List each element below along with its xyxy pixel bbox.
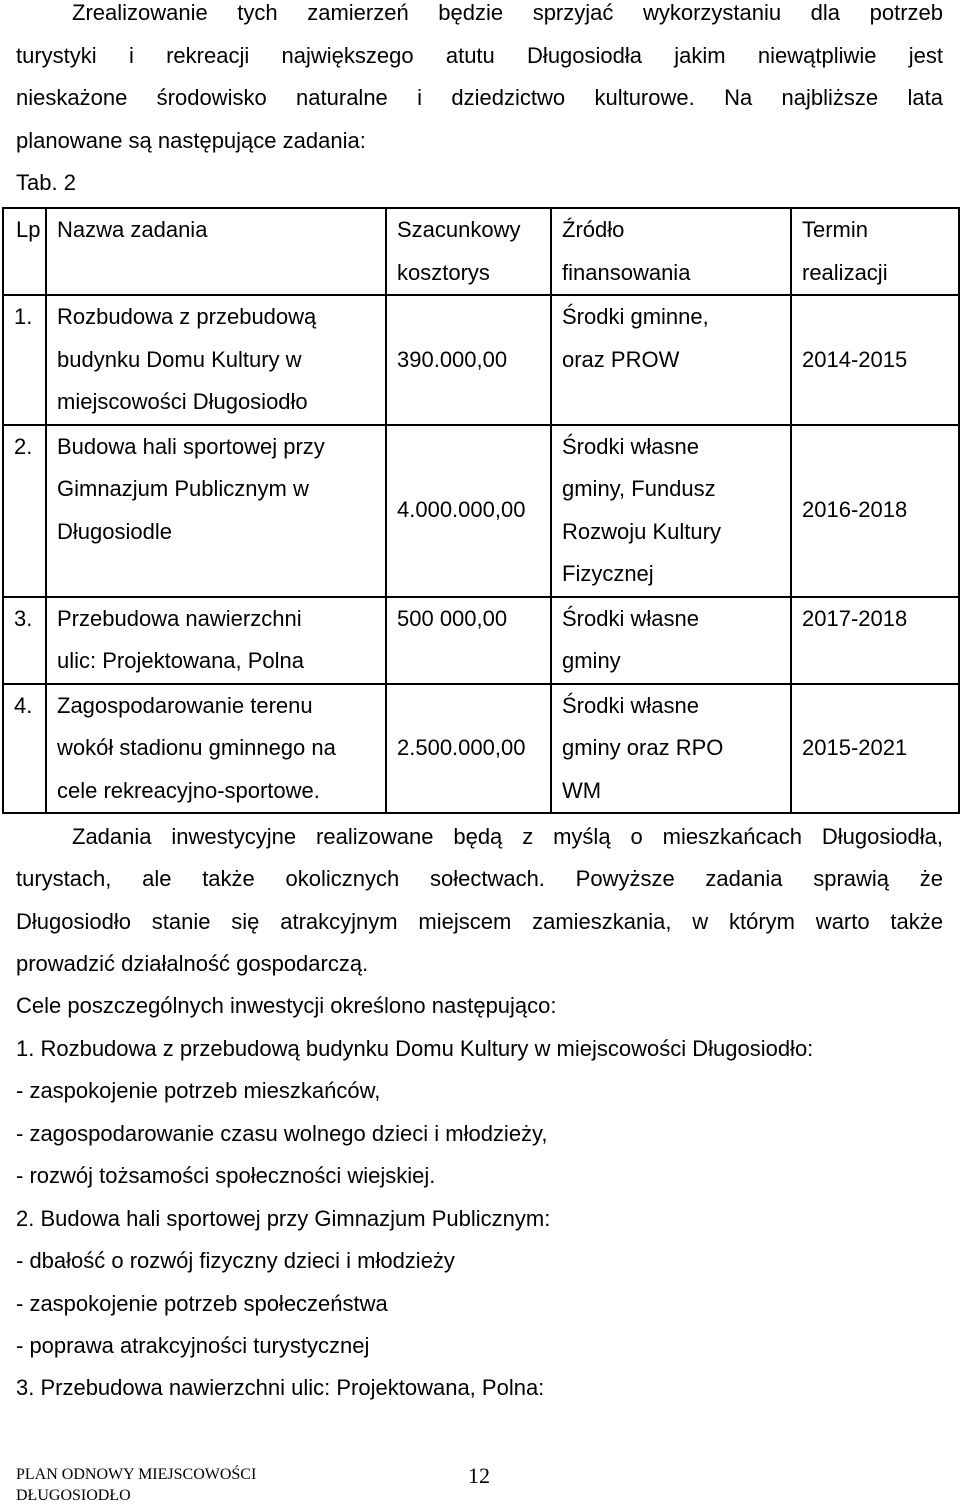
row-cost: 390.000,00 bbox=[386, 295, 551, 425]
tasks-table bbox=[2, 207, 960, 814]
header-term: Termin realizacji bbox=[791, 208, 959, 295]
row-term: 2015-2021 bbox=[791, 684, 959, 814]
row-term: 2017-2018 bbox=[791, 597, 959, 684]
header-lp: Lp bbox=[3, 208, 46, 295]
paragraph-line: prowadzić działalność gospodarczą. bbox=[16, 951, 369, 976]
paragraph-line: Cele poszczególnych inwestycji określono następująco: bbox=[16, 993, 557, 1018]
paragraph-line: turystach, ale także okolicznych sołectwach. Powyższe zadania sprawią że bbox=[16, 866, 943, 891]
intro-line-2: turystyki i rekreacji największego atutu Długosiodła jakim niewątpliwie jest bbox=[16, 43, 943, 68]
row-term: 2014-2015 bbox=[791, 295, 959, 425]
row-cost: 500 000,00 bbox=[386, 597, 551, 684]
row-source: Środki własne gminy, Fundusz Rozwoju Kultury Fizycznej bbox=[551, 425, 791, 597]
footer-title bbox=[16, 1464, 256, 1506]
row-name: Zagospodarowanie terenu wokół stadionu gminnego na cele rekreacyjno-sportowe. bbox=[46, 684, 386, 814]
row-cost: 4.000.000,00 bbox=[386, 425, 551, 597]
list-item: - zaspokojenie potrzeb mieszkańców, bbox=[16, 1078, 381, 1103]
table-row bbox=[3, 684, 959, 814]
table-caption: Tab. 2 bbox=[16, 170, 76, 195]
row-lp: 2. bbox=[3, 425, 46, 597]
row-term: 2016-2018 bbox=[791, 425, 959, 597]
footer-title-line-2: DŁUGOSIODŁO bbox=[16, 1487, 131, 1504]
list-item: - rozwój tożsamości społeczności wiejskiej. bbox=[16, 1163, 436, 1188]
paragraph-line: Zadania inwestycyjne realizowane będą z myślą o mieszkańcach Długosiodła, bbox=[72, 824, 943, 849]
intro-line-3: nieskażone środowisko naturalne i dziedzictwo kulturowe. Na najbliższe lata bbox=[16, 85, 943, 110]
list-item: - poprawa atrakcyjności turystycznej bbox=[16, 1333, 370, 1358]
row-name: Rozbudowa z przebudową budynku Domu Kultury w miejscowości Długosiodło bbox=[46, 295, 386, 425]
list-heading: 3. Przebudowa nawierzchni ulic: Projektowana, Polna: bbox=[16, 1375, 545, 1400]
row-source: Środki gminne, oraz PROW bbox=[551, 295, 791, 425]
list-item: - dbałość o rozwój fizyczny dzieci i młodzieży bbox=[16, 1248, 455, 1273]
paragraph-line: Długosiodło stanie się atrakcyjnym miejscem zamieszkania, w którym warto także bbox=[16, 909, 943, 934]
intro-line-1: Zrealizowanie tych zamierzeń będzie sprzyjać wykorzystaniu dla potrzeb bbox=[72, 0, 943, 25]
row-name: Budowa hali sportowej przy Gimnazjum Publicznym w Długosiodle bbox=[46, 425, 386, 597]
table-row bbox=[3, 425, 959, 597]
row-name: Przebudowa nawierzchni ulic: Projektowana, Polna bbox=[46, 597, 386, 684]
header-source: Źródło finansowania bbox=[551, 208, 791, 295]
list-item: - zaspokojenie potrzeb społeczeństwa bbox=[16, 1291, 388, 1316]
page-number: 12 bbox=[468, 1463, 490, 1488]
list-item: - zagospodarowanie czasu wolnego dzieci i młodzieży, bbox=[16, 1121, 548, 1146]
row-lp: 1. bbox=[3, 295, 46, 425]
header-cost: Szacunkowy kosztorys bbox=[386, 208, 551, 295]
row-source: Środki własne gminy bbox=[551, 597, 791, 684]
header-name: Nazwa zadania bbox=[46, 208, 386, 295]
list-heading: 1. Rozbudowa z przebudową budynku Domu Kultury w miejscowości Długosiodło: bbox=[16, 1036, 814, 1061]
row-cost: 2.500.000,00 bbox=[386, 684, 551, 814]
row-source: Środki własne gminy oraz RPO WM bbox=[551, 684, 791, 814]
footer-title-line-1: PLAN ODNOWY MIEJSCOWOŚCI bbox=[16, 1466, 257, 1483]
intro-line-4: planowane są następujące zadania: bbox=[16, 128, 366, 153]
list-heading: 2. Budowa hali sportowej przy Gimnazjum Publicznym: bbox=[16, 1206, 551, 1231]
row-lp: 4. bbox=[3, 684, 46, 814]
row-lp: 3. bbox=[3, 597, 46, 684]
table-row bbox=[3, 295, 959, 425]
table-header-row bbox=[3, 208, 959, 295]
table-row bbox=[3, 597, 959, 684]
